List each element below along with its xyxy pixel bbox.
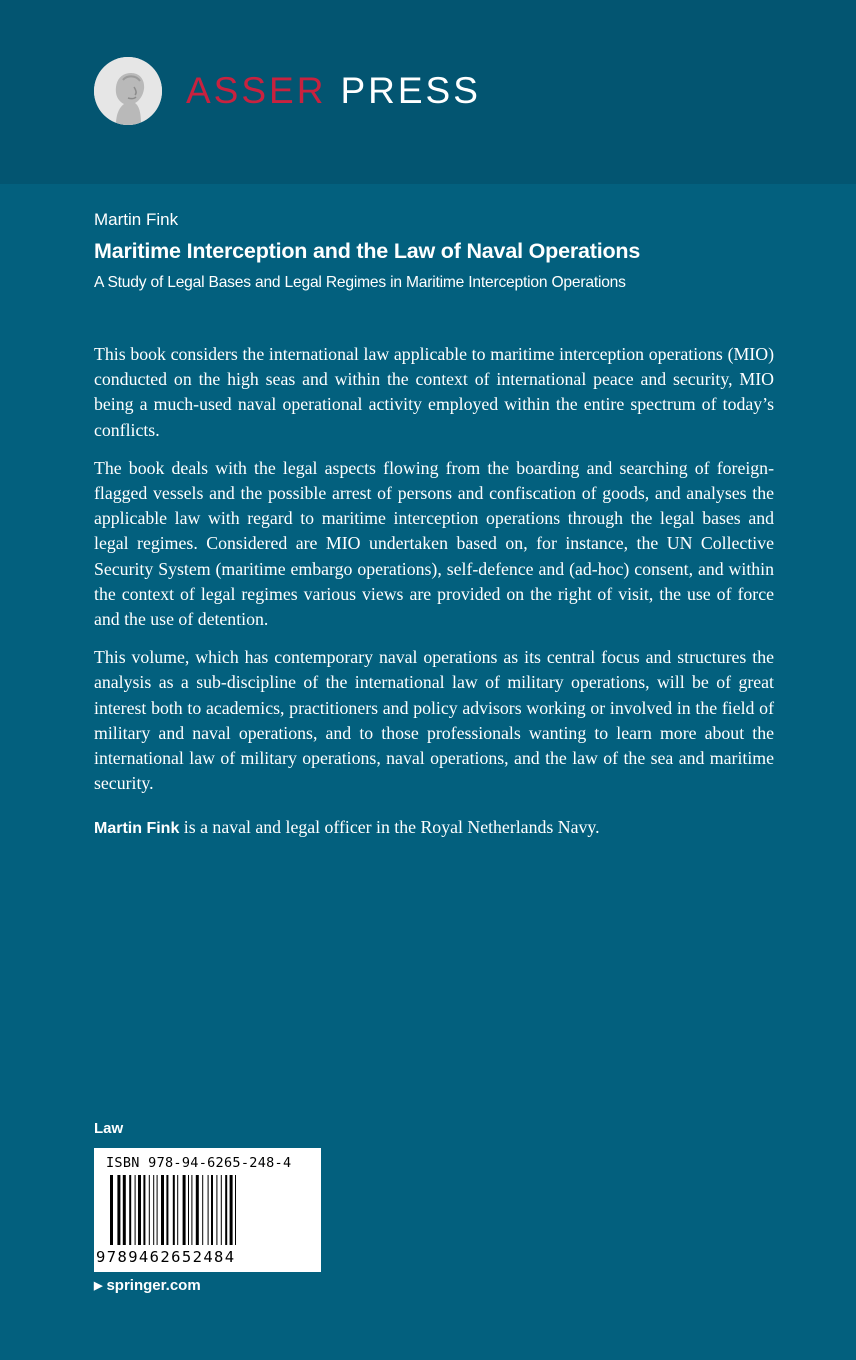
barcode-bar [123,1175,126,1245]
book-author: Martin Fink [94,210,179,229]
author-bio-name: Martin Fink [94,820,180,837]
portrait-icon [94,57,162,125]
barcode-bar [143,1175,145,1245]
barcode-bar [183,1175,186,1245]
barcode-bar [173,1175,175,1245]
barcode-bar [188,1175,189,1245]
book-description [94,342,774,809]
barcode-bar [166,1175,168,1245]
barcode-bar [129,1175,131,1245]
subject-category: Law [94,1120,124,1137]
barcode-bar [135,1175,136,1245]
publisher-name-accent: ASSER [186,70,327,111]
book-subtitle: A Study of Legal Bases and Legal Regimes in Maritime Interception Operations [94,274,626,291]
author-bio [94,815,774,841]
barcode-bar [161,1175,164,1245]
barcode-bar [225,1175,227,1245]
barcode-bar [157,1175,158,1245]
barcode-bar [153,1175,154,1245]
description-paragraph: This volume, which has contemporary naval operations as its central focus and structures the analysis as a sub-discipline of the international law of military operations, will be of great interest both to academics, practitioners and policy advisors working or involved in the field of military and naval operations, and to those professionals wanting to learn more about the international law of military operations, naval operations, and the law of the sea and maritime security. [94,647,774,794]
publisher-name [186,68,481,114]
website-label: springer.com [106,1277,201,1294]
description-paragraph: This book considers the international law applicable to maritime interception operations (MIO) conducted on the high seas and within the context of international peace and security, MIO being a much-used naval operational activity employed within the entire spectrum of today’s conflicts. [94,344,774,440]
book-title: Maritime Interception and the Law of Naval Operations [94,239,641,263]
isbn-barcode [94,1148,321,1272]
barcode-bar [211,1175,213,1245]
arrow-right-icon: ▶ [94,1280,103,1292]
publisher-logo [94,57,162,125]
barcode-bar [235,1175,236,1245]
barcode-bar [138,1175,141,1245]
barcode-bars [108,1175,308,1247]
barcode-bar [191,1175,192,1245]
barcode-bar [196,1175,199,1245]
barcode-bar [149,1175,150,1245]
author-bio-text: is a naval and legal officer in the Royal Netherlands Navy. [179,817,600,837]
barcode-bar [216,1175,217,1245]
barcode-bar [208,1175,209,1245]
barcode-bar [230,1175,233,1245]
publisher-name-rest: PRESS [340,70,481,111]
barcode-bar [221,1175,222,1245]
barcode-bar [202,1175,203,1245]
barcode-digits: 9789462652484 [96,1248,236,1266]
isbn-label: ISBN 978-94-6265-248-4 [106,1155,292,1171]
barcode-bar [110,1175,113,1245]
publisher-website[interactable] [94,1276,201,1296]
barcode-bar [117,1175,120,1245]
description-paragraph: The book deals with the legal aspects flowing from the boarding and searching of foreign-flagged vessels and the possible arrest of persons and confiscation of goods, and analyses the applicable law with regard to maritime interception operations through the legal bases and legal regimes. Considered are MIO undertaken based on, for instance, the UN Collective Security System (maritime embargo operations), self-defence and (ad-hoc) consent, and within the context of legal regimes various views are provided on the right of visit, the use of force and the use of detention. [94,457,774,630]
barcode-bar [177,1175,178,1245]
